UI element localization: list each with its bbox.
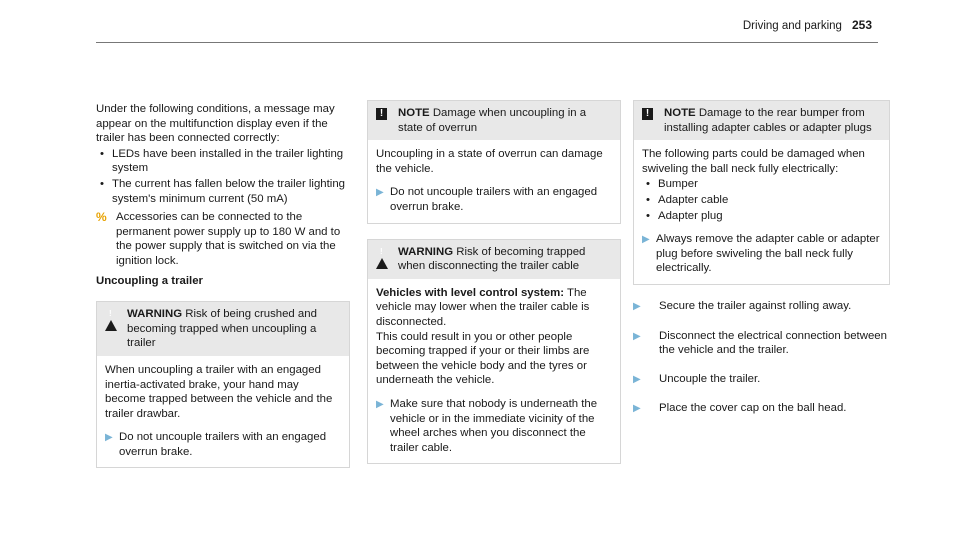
note-box-bumper	[633, 100, 890, 285]
bullet-icon: •	[100, 147, 104, 160]
note-body: Uncoupling in a state of overrun can damage the vehicle. ▶ Do not uncouple trailers with an engaged overrun brake.	[368, 140, 620, 222]
step-arrow-icon: ▶	[633, 330, 641, 342]
warning-header	[97, 302, 349, 356]
warning-body: Vehicles with level control system: The vehicle may lower when the trailer cable is disconnected. This could result in you or other people becoming trapped if your or their limbs are between the vehicle body and the tyres or underneath the vehicle. ▶ Make sure that nobody is underneath the vehicle or in the immediate vicinity of the wheel arches when you disconnect the trailer cable.	[368, 279, 620, 464]
column-3	[633, 100, 890, 417]
instruction-step: ▶ Do not uncouple trailers with an engaged overrun brake.	[376, 186, 598, 213]
step-arrow-icon: ▶	[642, 234, 650, 246]
instruction-step: ▶ Disconnect the electrical connection between the vehicle and the trailer.	[633, 329, 887, 357]
step-arrow-icon: ▶	[105, 432, 113, 444]
note-header	[634, 101, 889, 140]
instruction-step: ▶ Always remove the adapter cable or adapter plug before swiveling the ball neck fully electrically.	[642, 233, 880, 275]
warning-title: Risk of being crushed and becoming trapped when uncoupling a trailer	[127, 308, 317, 350]
list-item: • Adapter plug	[642, 209, 881, 224]
step-arrow-icon: ▶	[633, 403, 641, 415]
warning-header	[368, 240, 620, 279]
header-rule	[96, 42, 878, 43]
list-item: • Bumper	[642, 177, 881, 192]
note-header	[368, 101, 620, 140]
bullet-icon: •	[646, 193, 650, 206]
page-header	[743, 18, 872, 34]
list-item: • Adapter cable	[642, 193, 881, 208]
step-arrow-icon: ▶	[376, 398, 384, 410]
warning-body: When uncoupling a trailer with an engaged inertia-activated brake, your hand may become trapped between the vehicle and the trailer drawbar. ▶ Do not uncouple trailers with an engaged overrun brake.	[97, 356, 349, 468]
note-icon: !	[376, 108, 387, 120]
warning-icon	[376, 245, 398, 274]
uncoupling-steps	[633, 299, 890, 417]
warning-box-trapped	[367, 239, 621, 465]
instruction-step: ▶ Place the cover cap on the ball head.	[633, 401, 890, 417]
note-title: Damage when uncoupling in a state of overrun	[398, 107, 587, 134]
warning-label: WARNING	[398, 245, 454, 258]
note-icon: !	[642, 108, 653, 120]
note-title: Damage to the rear bumper from installing adapter cables or adapter plugs	[664, 107, 872, 134]
step-arrow-icon: ▶	[633, 373, 641, 385]
tip-icon: %	[96, 210, 107, 225]
warning-box-crushed	[96, 301, 350, 468]
bullet-icon: •	[646, 178, 650, 191]
note-body: The following parts could be damaged when swiveling the ball neck fully electrically: • Bumper • Adapter cable • Adapter plug ▶ Always remove the adapter cable or adapter plug before swiveling the ball neck fully electrically.	[642, 148, 880, 275]
list-item: • LEDs have been installed in the trailer lighting system	[96, 147, 350, 176]
instruction-step: ▶ Secure the trailer against rolling away.	[633, 299, 890, 315]
intro-text: Under the following conditions, a message may appear on the multifunction display even if the trailer has been connected correctly:	[96, 103, 335, 145]
step-arrow-icon: ▶	[376, 187, 384, 199]
warning-label: WARNING	[127, 308, 183, 321]
warning-title: Risk of becoming trapped when disconnecting the trailer cable	[398, 245, 586, 273]
warning-icon	[105, 307, 127, 351]
instruction-step: ▶ Uncouple the trailer.	[633, 372, 890, 388]
bullet-icon: •	[646, 209, 650, 222]
section-title: Driving and parking	[742, 20, 842, 32]
column-2	[367, 100, 621, 464]
list-item: • The current has fallen below the trailer lighting system's minimum current (50 mA)	[96, 177, 350, 206]
subheading: Uncoupling a trailer	[96, 274, 203, 287]
note-label: NOTE	[398, 107, 430, 119]
column-1	[96, 102, 350, 468]
instruction-step: ▶ Do not uncouple trailers with an engaged overrun brake.	[105, 431, 327, 458]
note-label: NOTE	[664, 107, 696, 119]
bullet-icon: •	[100, 177, 104, 190]
instruction-step: ▶ Make sure that nobody is underneath the vehicle or in the immediate vicinity of the wheel arches when you disconnect the trailer cable.	[376, 397, 598, 454]
tip: % Accessories can be connected to the permanent power supply up to 180 W and to the power supply that is switched on via the ignition lock.	[96, 210, 341, 267]
step-arrow-icon: ▶	[633, 300, 641, 312]
note-box-overrun	[367, 100, 621, 224]
page-number: 253	[851, 18, 872, 32]
